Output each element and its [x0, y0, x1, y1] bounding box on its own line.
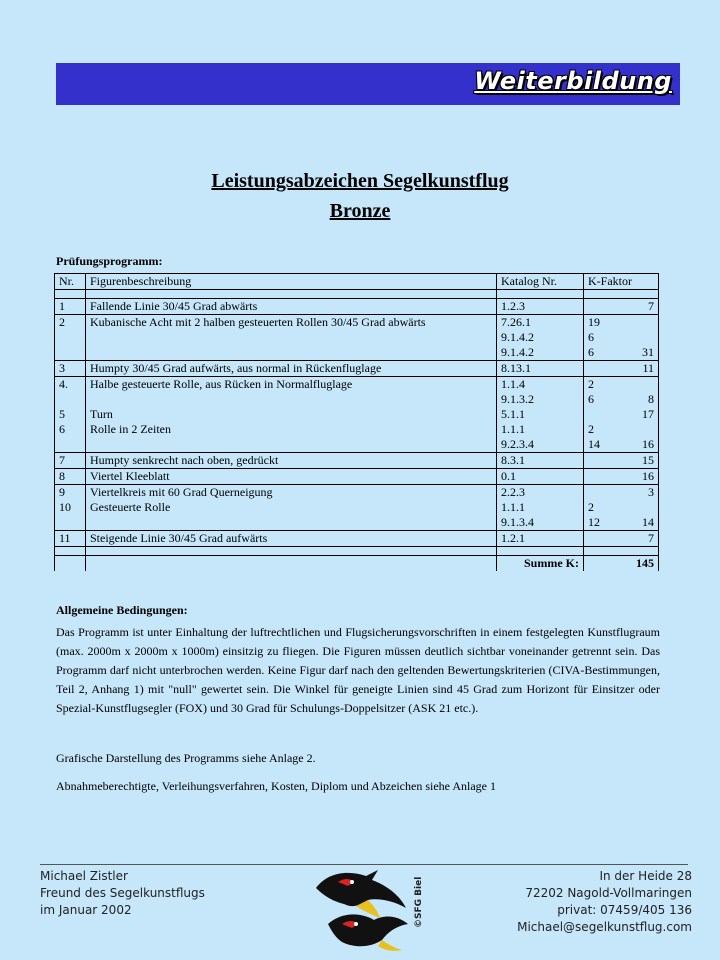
table-row	[55, 500, 659, 515]
author-name: Michael Zistler	[40, 869, 128, 883]
table-header-row	[55, 274, 659, 290]
row-k-value: 2	[588, 377, 594, 391]
row-desc	[86, 330, 497, 345]
row-katalog: 8.3.1	[497, 453, 584, 469]
row-desc: Kubanische Acht mit 2 halben gesteuerten Rollen 30/45 Grad abwärts	[86, 315, 497, 331]
row-nr: 10	[55, 500, 86, 515]
row-katalog: 9.1.3.2	[497, 392, 584, 407]
program-table	[54, 273, 659, 571]
row-desc	[86, 437, 497, 453]
document-subtitle: Bronze	[329, 200, 391, 222]
row-k-total: 15	[642, 453, 654, 467]
row-kfaktor	[584, 345, 659, 361]
table-spacer-row	[55, 547, 659, 556]
row-k-value: 12	[588, 515, 600, 529]
sum-row	[55, 556, 659, 572]
row-katalog: 9.1.4.2	[497, 330, 584, 345]
table-row	[55, 407, 659, 422]
row-katalog: 9.2.3.4	[497, 437, 584, 453]
row-nr: 3	[55, 361, 86, 377]
table-row	[55, 515, 659, 531]
document-title: Leistungsabzeichen Segelkunstflug	[211, 170, 509, 192]
footer-author	[40, 868, 205, 919]
row-nr	[55, 437, 86, 453]
procedure-note: Abnahmeberechtigte, Verleihungsverfahren, Kosten, Diplom und Abzeichen siehe Anlage 1	[56, 779, 496, 793]
row-kfaktor	[584, 361, 659, 377]
row-nr: 4.	[55, 377, 86, 393]
row-nr: 1	[55, 299, 86, 315]
row-nr	[55, 392, 86, 407]
row-k-total	[630, 500, 654, 515]
graphic-note: Grafische Darstellung des Programms siehe Anlage 2.	[56, 751, 316, 765]
row-k-value: 14	[588, 437, 600, 451]
row-katalog: 1.2.1	[497, 531, 584, 547]
swallow-logo-icon	[308, 868, 414, 954]
row-nr	[55, 515, 86, 531]
table-row	[55, 469, 659, 485]
row-desc: Viertelkreis mit 60 Grad Querneigung	[86, 485, 497, 501]
row-k-total: 11	[642, 361, 654, 375]
table-row	[55, 453, 659, 469]
row-k-value: 6	[588, 392, 594, 406]
row-desc: Humpty 30/45 Grad aufwärts, aus normal in Rückenfluglage	[86, 361, 497, 377]
row-kfaktor	[584, 407, 659, 422]
row-nr: 2	[55, 315, 86, 331]
contact-street: In der Heide 28	[599, 869, 692, 883]
author-date: im Januar 2002	[40, 903, 132, 917]
row-nr: 9	[55, 485, 86, 501]
contact-email[interactable]: Michael@segelkunstflug.com	[517, 920, 692, 934]
row-katalog: 1.2.3	[497, 299, 584, 315]
row-katalog: 7.26.1	[497, 315, 584, 331]
table-row	[55, 377, 659, 393]
row-katalog: 9.1.3.4	[497, 515, 584, 531]
row-k-total: 14	[642, 515, 654, 529]
row-katalog: 5.1.1	[497, 407, 584, 422]
conditions-paragraph: Das Programm ist unter Einhaltung der luftrechtlichen und Flugsicherungsvorschriften in einem festgelegten Kunstflugraum (max. 2000m x 2000m x 1000m) einsitzig zu fliegen. Die Figuren müssen deutlich sichtbar voneinander getrennt sein. Das Programm darf nicht unterbrochen werden. Keine Figur darf nach den geltenden Bewertungskriterien (CIVA-Bestimmungen, Teil 2, Anhang 1) mit "null" gewertet sein. Die Winkel für geneigte Linien sind 45 Grad zum Horizont für Einsitzer oder Spezial-Kunstflugsegler (FOX) und 30 Grad für Schulungs-Doppelsitzer (ASK 21 etc.).	[56, 625, 660, 715]
program-label: Prüfungsprogramm:	[56, 254, 163, 268]
row-k-total: 16	[642, 437, 654, 451]
row-desc: Gesteuerte Rolle	[86, 500, 497, 515]
row-kfaktor	[584, 330, 659, 345]
author-role: Freund des Segelkunstflugs	[40, 886, 205, 900]
row-desc: Turn	[86, 407, 497, 422]
row-k-value: 19	[588, 315, 600, 329]
header-nr: Nr.	[55, 274, 86, 290]
row-k-value: 6	[588, 345, 594, 359]
row-k-total	[630, 315, 654, 330]
row-katalog: 2.2.3	[497, 485, 584, 501]
row-k-value: 2	[588, 422, 594, 436]
row-kfaktor	[584, 469, 659, 485]
row-kfaktor	[584, 500, 659, 515]
row-kfaktor	[584, 485, 659, 501]
row-k-total: 16	[642, 469, 654, 483]
row-katalog: 9.1.4.2	[497, 345, 584, 361]
table-row	[55, 345, 659, 361]
sum-label: Summe K:	[497, 556, 584, 572]
row-katalog: 8.13.1	[497, 361, 584, 377]
sum-value: 145	[584, 556, 659, 572]
header-katalog: Katalog Nr.	[497, 274, 584, 290]
row-k-total	[630, 330, 654, 345]
table-row	[55, 437, 659, 453]
row-desc: Fallende Linie 30/45 Grad abwärts	[86, 299, 497, 315]
row-kfaktor	[584, 299, 659, 315]
row-desc: Halbe gesteuerte Rolle, aus Rücken in Normalfluglage	[86, 377, 497, 393]
row-katalog: 1.1.1	[497, 500, 584, 515]
logo-copyright: ©SFG Biel	[414, 876, 424, 928]
table-spacer-row	[55, 290, 659, 299]
row-desc	[86, 392, 497, 407]
row-nr: 6	[55, 422, 86, 437]
row-kfaktor	[584, 453, 659, 469]
contact-city: 72202 Nagold-Vollmaringen	[525, 886, 692, 900]
row-k-value: 2	[588, 500, 594, 514]
row-k-total: 17	[642, 407, 654, 421]
table-row	[55, 485, 659, 501]
row-nr: 8	[55, 469, 86, 485]
row-desc: Viertel Kleeblatt	[86, 469, 497, 485]
table-row	[55, 361, 659, 377]
footer-contact	[517, 868, 692, 936]
row-katalog: 1.1.1	[497, 422, 584, 437]
contact-phone: privat: 07459/405 136	[557, 903, 692, 917]
conditions-label: Allgemeine Bedingungen:	[56, 603, 188, 617]
header-desc: Figurenbeschreibung	[86, 274, 497, 290]
table-row	[55, 531, 659, 547]
table-row	[55, 422, 659, 437]
table-row	[55, 330, 659, 345]
row-kfaktor	[584, 315, 659, 331]
row-katalog: 0.1	[497, 469, 584, 485]
row-kfaktor	[584, 515, 659, 531]
header-banner	[56, 63, 680, 105]
row-k-value: 6	[588, 330, 594, 344]
row-kfaktor	[584, 377, 659, 393]
row-desc: Rolle in 2 Zeiten	[86, 422, 497, 437]
row-nr	[55, 330, 86, 345]
row-nr	[55, 345, 86, 361]
row-k-total: 8	[648, 392, 654, 406]
row-katalog: 1.1.4	[497, 377, 584, 393]
row-kfaktor	[584, 531, 659, 547]
row-kfaktor	[584, 392, 659, 407]
footer-divider	[40, 864, 688, 865]
row-k-total: 7	[648, 531, 654, 545]
header-kfaktor: K-Faktor	[584, 274, 659, 290]
row-k-total: 31	[642, 345, 654, 359]
table-row	[55, 299, 659, 315]
table-row	[55, 315, 659, 331]
row-desc: Humpty senkrecht nach oben, gedrückt	[86, 453, 497, 469]
row-kfaktor	[584, 437, 659, 453]
row-k-total: 7	[648, 299, 654, 313]
row-desc: Steigende Linie 30/45 Grad aufwärts	[86, 531, 497, 547]
table-row	[55, 392, 659, 407]
banner-title: Weiterbildung	[474, 67, 672, 95]
row-kfaktor	[584, 422, 659, 437]
row-nr: 11	[55, 531, 86, 547]
row-k-total: 3	[648, 485, 654, 499]
row-desc	[86, 515, 497, 531]
row-desc	[86, 345, 497, 361]
row-nr: 5	[55, 407, 86, 422]
row-k-total	[630, 422, 654, 437]
row-nr: 7	[55, 453, 86, 469]
row-k-total	[630, 377, 654, 392]
